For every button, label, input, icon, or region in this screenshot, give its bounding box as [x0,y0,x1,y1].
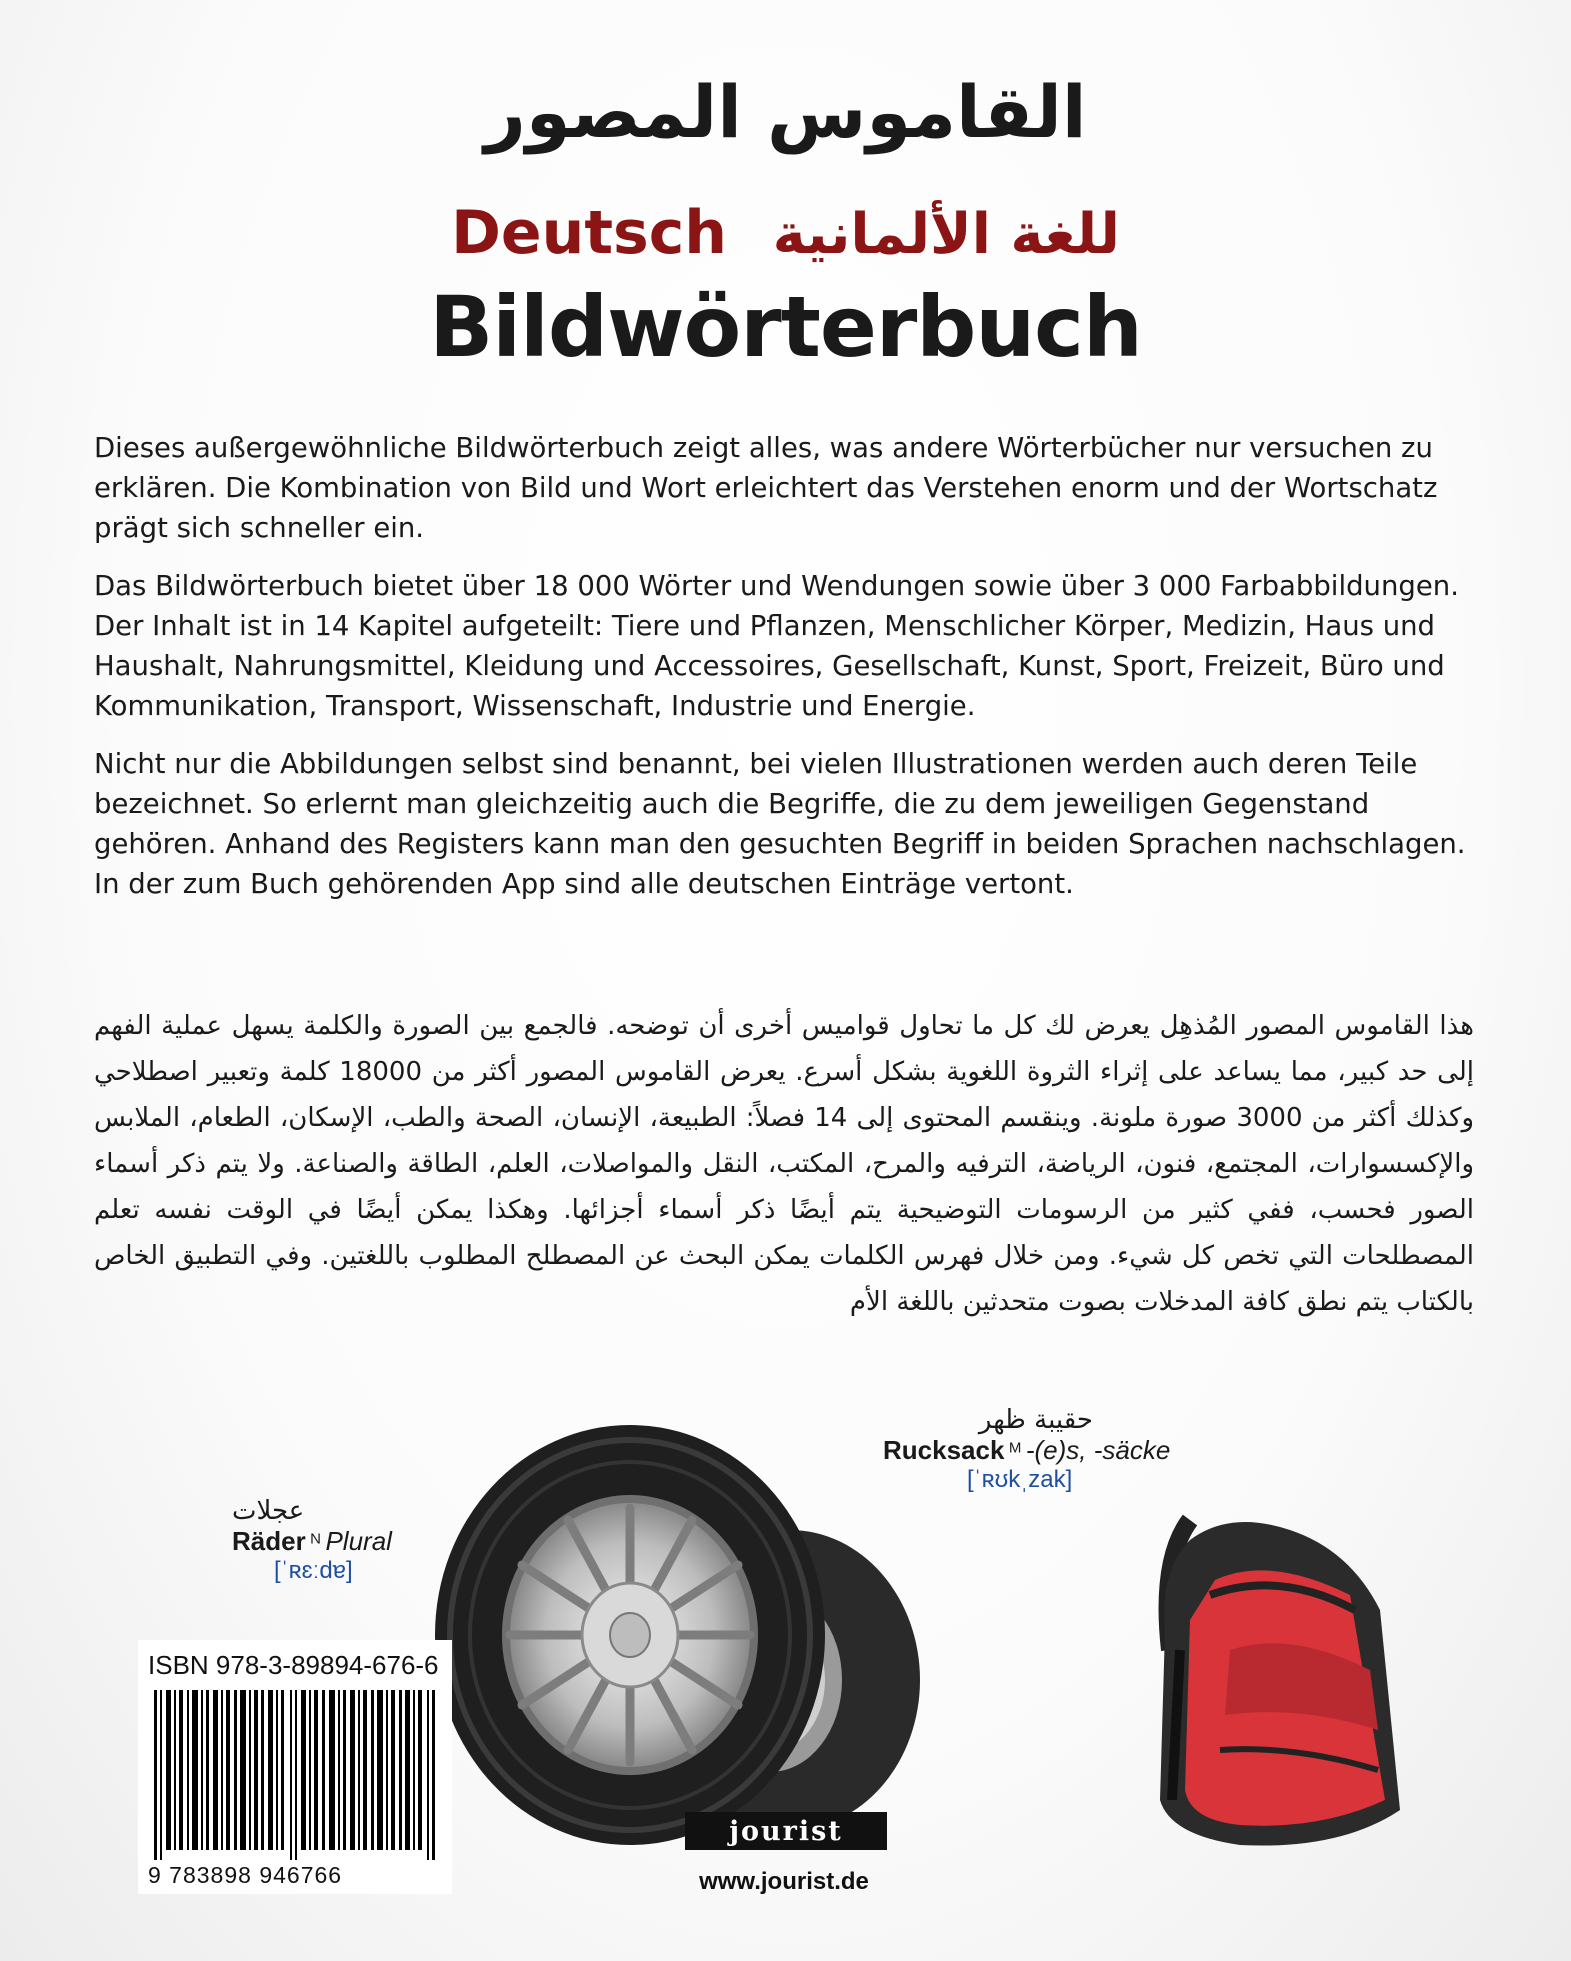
label-backpack-grammar: -(e)s, -säcke [1025,1435,1171,1465]
tires-illustration [430,1410,930,1850]
german-paragraph-1: Dieses außergewöhnliche Bildwörterbuch zeigt alles, was andere Wörterbücher nur versuchen zu erklären. Die Kombination von Bild und Wort erleichtert das Verstehen enorm und der Wortschatz prägt sich schneller ein. [94,432,1438,544]
subtitle-arabic: للغة الألمانية [772,202,1120,267]
arabic-description: هذا القاموس المصور المُذهِل يعرض لك كل ما تحاول قواميس أخرى أن توضحه. فالجمع بين الصورة والكلمة يسهل عملية الفهم إلى حد كبير، مما يساعد على إثراء الثروة اللغوية بشكل أسرع. يعرض القاموس المصور أكثر من 18000 كلمة وتعبير اصطلاحي وكذلك أكثر من 3000 صورة ملونة. وينقسم المحتوى إلى 14 فصلاً: الطبيعة، الإنسان، الصحة والطب، الإسكان، الطعام، الملابس والإكسسوارات، المجتمع، فنون، الرياضة، الترفيه والمرح، المكتب، النقل والمواصلات، العلم، الطاقة والصناعة. ولا يتم ذكر أسماء الصور فحسب، ففي كثير من الرسومات التوضيحية يتم أيضًا ذكر أسماء أجزائها. وهكذا يمكن أيضًا في الوقت نفسه تعلم المصطلحات التي تخص كل شيء. ومن خلال فهرس الكلمات يمكن البحث عن المصطلح المطلوب باللغتين. وفي التطبيق الخاص بالكتاب يتم نطق كافة المدخلات بصوت متحدثين باللغة الأم [94,1011,1475,1317]
label-backpack [883,1405,1193,1494]
publisher-logo: jourist [685,1812,887,1850]
label-backpack-word: Rucksack [883,1435,1005,1465]
label-backpack-ipa: [ˈʀʊkˌzak] [967,1466,1073,1493]
german-description [94,428,1474,922]
title-german: Bildwörterbuch [429,278,1142,376]
label-wheels-ipa: [ˈʀɛːdɐ] [274,1557,353,1584]
label-wheels [232,1496,402,1585]
publisher-url[interactable]: www.jourist.de [699,1868,869,1895]
german-paragraph-2: Das Bildwörterbuch bietet über 18 000 Wörter und Wendungen sowie über 3 000 Farbabbildungen. Der Inhalt ist in 14 Kapitel aufgeteilt: Tiere und Pflanzen, Menschlicher Körper, Medizin, Haus und Haushalt, Nahrungsmittel, Kleidung und Accessoires, Gesellschaft, Kunst, Sport, Freizeit, Büro und Kommunikation, Transport, Wissenschaft, Industrie und Energie. [94,570,1459,722]
label-wheels-gender: N [310,1530,321,1548]
isbn-text: ISBN 978-3-89894-676-6 [148,1650,439,1680]
isbn-block [138,1640,452,1894]
label-wheels-arabic: عجلات [232,1496,305,1526]
backpack-illustration [1120,1500,1420,1860]
label-wheels-word: Räder [232,1526,306,1556]
label-backpack-gender: M [1008,1439,1022,1457]
label-wheels-grammar: Plural [325,1526,392,1556]
label-backpack-arabic: حقيبة ظهر [978,1405,1093,1435]
subtitle-german: Deutsch [451,198,727,268]
barcode-digits: 9 783898 946766 [148,1862,343,1888]
german-paragraph-3: Nicht nur die Abbildungen selbst sind benannt, bei vielen Illustrationen werden auch deren Teile bezeichnet. So erlernt man gleichzeitig auch die Begriffe, die zu dem jeweiligen Gegenstand gehören. Anhand des Registers kann man den gesuchten Begriff in beiden Sprachen nachschlagen. In der zum Buch gehörenden App sind alle deutschen Einträge vertont. [94,748,1466,900]
title-arabic: القاموس المصور [484,70,1087,154]
barcode [148,1690,442,1860]
subtitle [0,198,1571,268]
